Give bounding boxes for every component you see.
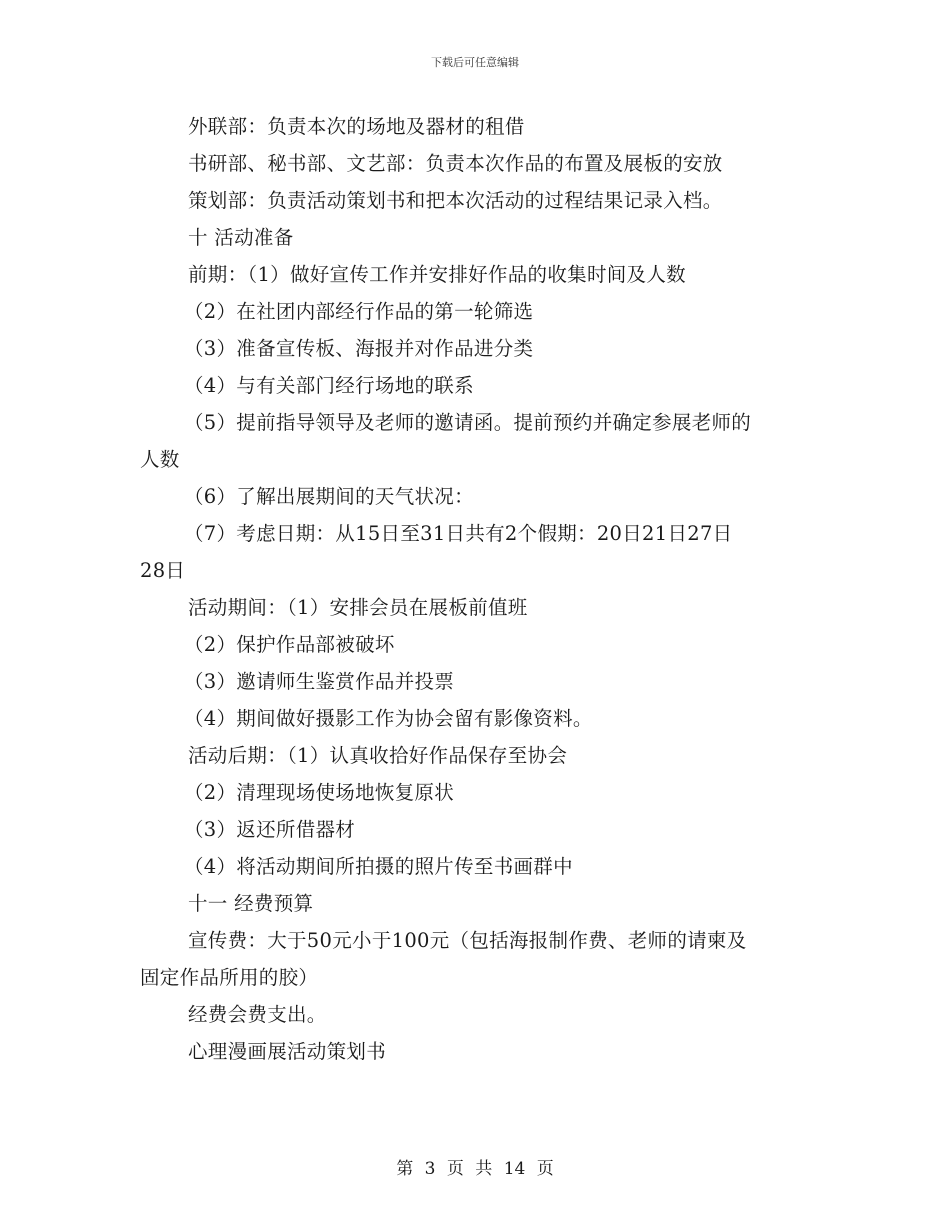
paragraph-line: 宣传费：大于50元小于100元（包括海报制作费、老师的请柬及 bbox=[188, 929, 747, 952]
list-item: （2）保护作品部被破坏 bbox=[184, 633, 395, 656]
list-item: （4）将活动期间所拍摄的照片传至书画群中 bbox=[184, 855, 573, 878]
list-item: （3）准备宣传板、海报并对作品进分类 bbox=[184, 337, 534, 360]
list-item-continuation: 人数 bbox=[140, 448, 180, 471]
paragraph-continuation: 固定作品所用的胶） bbox=[140, 966, 319, 989]
paragraph-line: 策划部：负责活动策划书和把本次活动的过程结果记录入档。 bbox=[188, 189, 723, 212]
list-item: （6）了解出展期间的天气状况： bbox=[184, 485, 474, 508]
paragraph-line: 外联部：负责本次的场地及器材的租借 bbox=[188, 115, 525, 138]
list-item: （3）邀请师生鉴赏作品并投票 bbox=[184, 670, 455, 693]
paragraph-line: 活动期间：（1）安排会员在展板前值班 bbox=[188, 596, 528, 619]
document-title: 心理漫画展活动策划书 bbox=[188, 1040, 387, 1063]
list-item: （2）清理现场使场地恢复原状 bbox=[184, 781, 455, 804]
page-number: 第 3 页 共 14 页 bbox=[396, 1159, 554, 1179]
paragraph-line: 经费会费支出。 bbox=[188, 1003, 327, 1026]
list-item: （4）期间做好摄影工作为协会留有影像资料。 bbox=[184, 707, 593, 730]
list-item: （5）提前指导领导及老师的邀请函。提前预约并确定参展老师的 bbox=[184, 411, 752, 434]
list-item: （4）与有关部门经行场地的联系 bbox=[184, 374, 474, 397]
document-body bbox=[140, 108, 810, 1070]
section-heading: 十一 经费预算 bbox=[188, 892, 314, 915]
paragraph-line: 书研部、秘书部、文艺部：负责本次作品的布置及展板的安放 bbox=[188, 152, 723, 175]
list-item: （2）在社团内部经行作品的第一轮筛选 bbox=[184, 300, 534, 323]
paragraph-line: 前期：（1）做好宣传工作并安排好作品的收集时间及人数 bbox=[188, 263, 686, 286]
paragraph-line: 活动后期：（1）认真收拾好作品保存至协会 bbox=[188, 744, 568, 767]
header-note: 下载后可任意编辑 bbox=[431, 56, 519, 69]
section-heading: 十 活动准备 bbox=[188, 226, 294, 249]
list-item: （7）考虑日期：从15日至31日共有2个假期：20日21日27日 bbox=[184, 522, 733, 545]
list-item-continuation: 28日 bbox=[140, 559, 186, 582]
list-item: （3）返还所借器材 bbox=[184, 818, 356, 841]
